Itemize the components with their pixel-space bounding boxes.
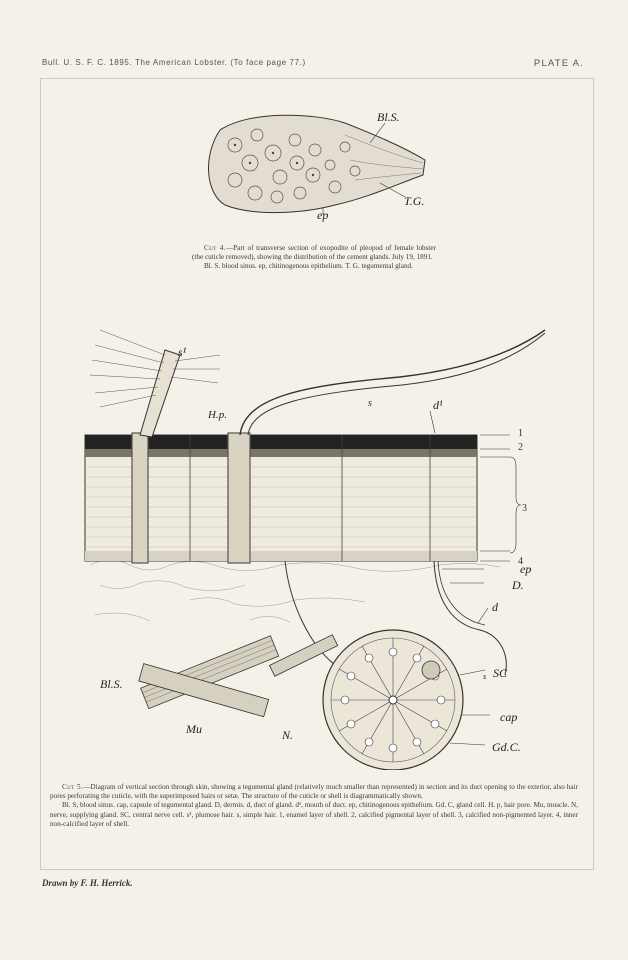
label-blood-sinus-fig2: Bl.S. xyxy=(100,677,123,691)
caption-cut4-number: Cut 4. xyxy=(204,244,226,252)
label-layer-2: 2 xyxy=(518,442,523,453)
plate-number: PLATE A. xyxy=(533,58,584,69)
label-dermis: D. xyxy=(512,578,524,592)
label-epithelium-fig1: ep xyxy=(317,208,329,222)
label-capsule: cap xyxy=(500,710,518,724)
label-gland-cell: Gd.C. xyxy=(492,740,521,754)
caption-cut5-number: Cut 5. xyxy=(62,783,84,791)
caption-cut4-text: —Part of transverse section of exopodite of pleopod of female lobster (the cuticle removed), showing the distribution of the cement glands. July 19, 1891. xyxy=(192,244,437,262)
label-blood-sinus-fig1: Bl.S. xyxy=(377,110,400,124)
label-epithelium-fig2: ep xyxy=(520,562,532,576)
artist-credit: Drawn by F. H. Herrick. xyxy=(42,878,133,888)
label-duct-mouth: d¹ xyxy=(433,398,443,412)
caption-cut4-legend: Bl. S. blood sinus. ep, chitinogenous epithelium. T. G. tegumental gland. xyxy=(204,262,413,271)
label-hair-pore: H.p. xyxy=(208,409,227,421)
label-duct: d xyxy=(492,600,498,614)
label-layer-4: 4 xyxy=(518,556,523,567)
caption-cut5 xyxy=(50,783,578,829)
label-simple-hair: s xyxy=(368,398,372,409)
caption-cut4 xyxy=(192,244,436,272)
label-simple-hair-small: s xyxy=(483,672,487,681)
caption-cut5-legend: Bl. S, blood sinus. cap, capsule of tegumental gland. D, dermis. d, duct of gland. d¹, mouth of duct. ep, chitinogenous epithelium. Gd. C, gland cell. H. p, hair pore. Mu, muscle. N, nerve, supplying gland. SC, central nerve cell. s¹, plumose hair. s, simple hair. 1, enamel layer of shell. 2, calcified pigmental layer of shell. 3, calcified non-pigmented layer. 4, inner non-calcified layer of shell. xyxy=(50,801,578,828)
label-muscle: Mu xyxy=(186,722,202,736)
label-plumose-hair: s¹ xyxy=(178,345,187,359)
label-central-nerve-cell: SC xyxy=(493,666,508,680)
figure-cut5-illustration xyxy=(80,325,550,770)
caption-cut5-text: —Diagram of vertical section through skin, showing a tegumental gland (relatively much smaller than represented) in section and its duct opening to the exterior, also hair pores perforating the cuticle, with the superimposed hairs or setæ. The structure of the cuticle or shell is diagrammatically shown. xyxy=(50,783,578,801)
label-layer-1: 1 xyxy=(518,428,523,439)
label-layer-3: 3 xyxy=(522,503,527,514)
running-header: Bull. U. S. F. C. 1895. The American Lobster. (To face page 77.) xyxy=(42,58,306,67)
label-tegumental-gland-fig1: T.G. xyxy=(404,194,425,208)
label-nerve: N. xyxy=(282,728,294,742)
